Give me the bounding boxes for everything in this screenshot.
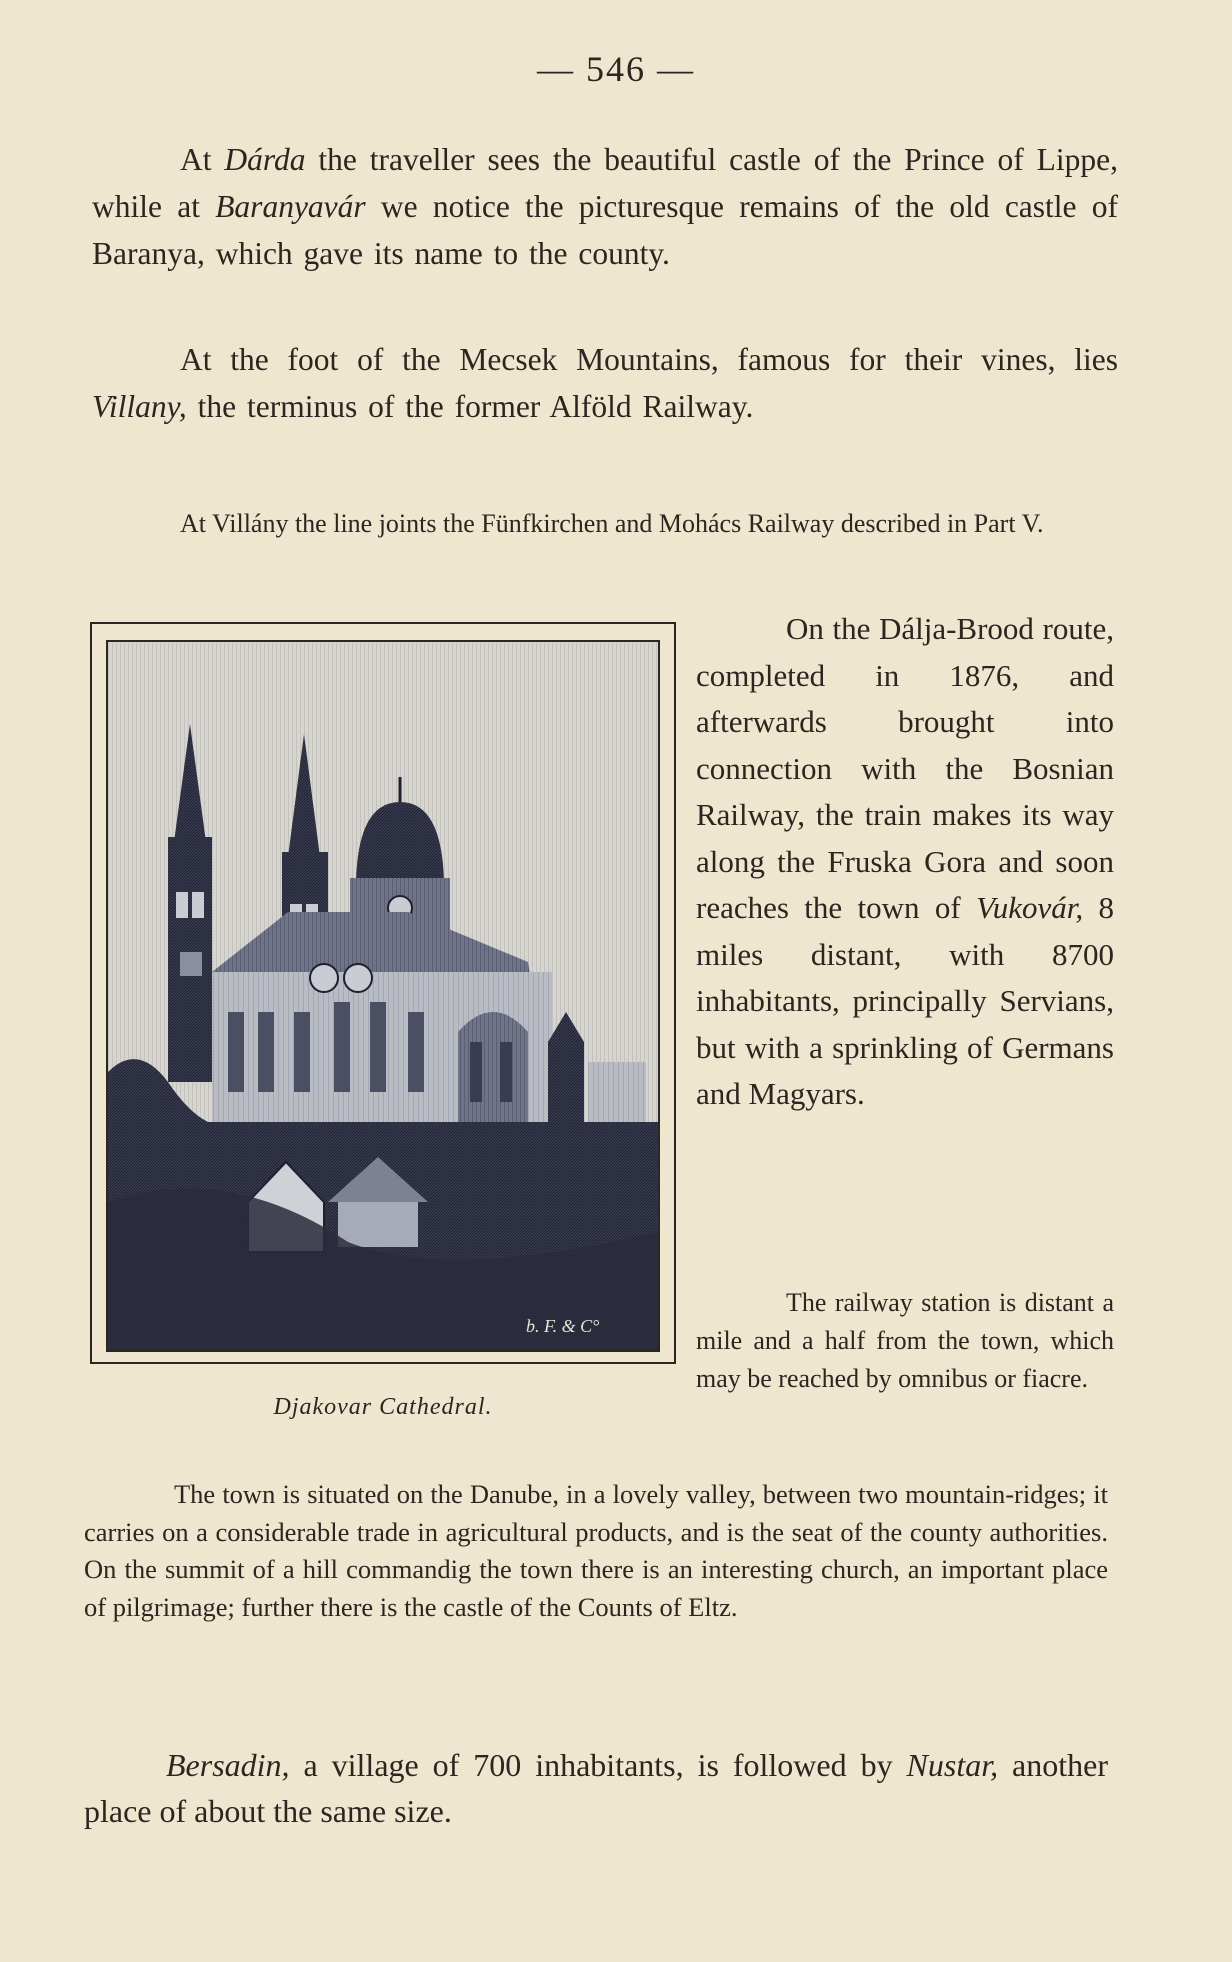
engraving-frame: [106, 640, 660, 1352]
paragraph-bersadin: Bersadin, a village of 700 inhabitants, is followed by Nustar, another place of about the same size.: [84, 1747, 1109, 1829]
place-name: Villany,: [92, 389, 187, 424]
cathedral-illustration: [90, 622, 676, 1364]
engraver-signature: b. F. & C°: [526, 1316, 600, 1336]
paragraph-villany: At the foot of the Mecsek Mountains, famous for their vines, lies Villany, the terminus of the former Alföld Railway.: [92, 342, 1118, 424]
paragraph-town-description: The town is situated on the Danube, in a lovely valley, between two mountain-ridges; it carries on a considerable trade in agricultural products, and is the seat of the county authorities. On the summit of a hill commandig the town there is an interesting church, an important place of pilgrimage; further there is the castle of the Counts of Eltz.: [84, 1479, 1108, 1622]
paragraph-villany-note: At Villány the line joints the Fünfkirchen and Mohács Railway described in Part V.: [180, 509, 1044, 538]
place-name: Dárda: [224, 142, 306, 177]
paragraph-railway-station: The railway station is distant a mile and a half from the town, which may be reached by omnibus or fiacre.: [696, 1288, 1114, 1393]
page-number: — 546 —: [537, 49, 695, 89]
figure-caption: Djakovar Cathedral.: [273, 1394, 493, 1420]
place-name: Baranyavár: [215, 189, 366, 224]
place-name: Nustar,: [906, 1747, 999, 1783]
place-name: Bersadin,: [166, 1747, 290, 1783]
paragraph-darda: At Dárda the traveller sees the beautiful castle of the Prince of Lippe, while at Baranyavár we notice the picturesque remains of the old castle of Baranya, which gave its name to the county.: [92, 142, 1119, 271]
cathedral-engraving: [108, 642, 658, 1350]
place-name: Vukovár,: [976, 890, 1084, 925]
paragraph-dalja-brood: On the Dálja-Brood route, completed in 1876, and afterwards brought into connection with the Bosnian Railway, the train makes its way along the Fruska Gora and soon reaches the town of Vukovár, 8 miles distant, with 8700 inhabitants, principally Servians, but with a sprinkling of Germans and Magyars.: [696, 611, 1115, 1111]
